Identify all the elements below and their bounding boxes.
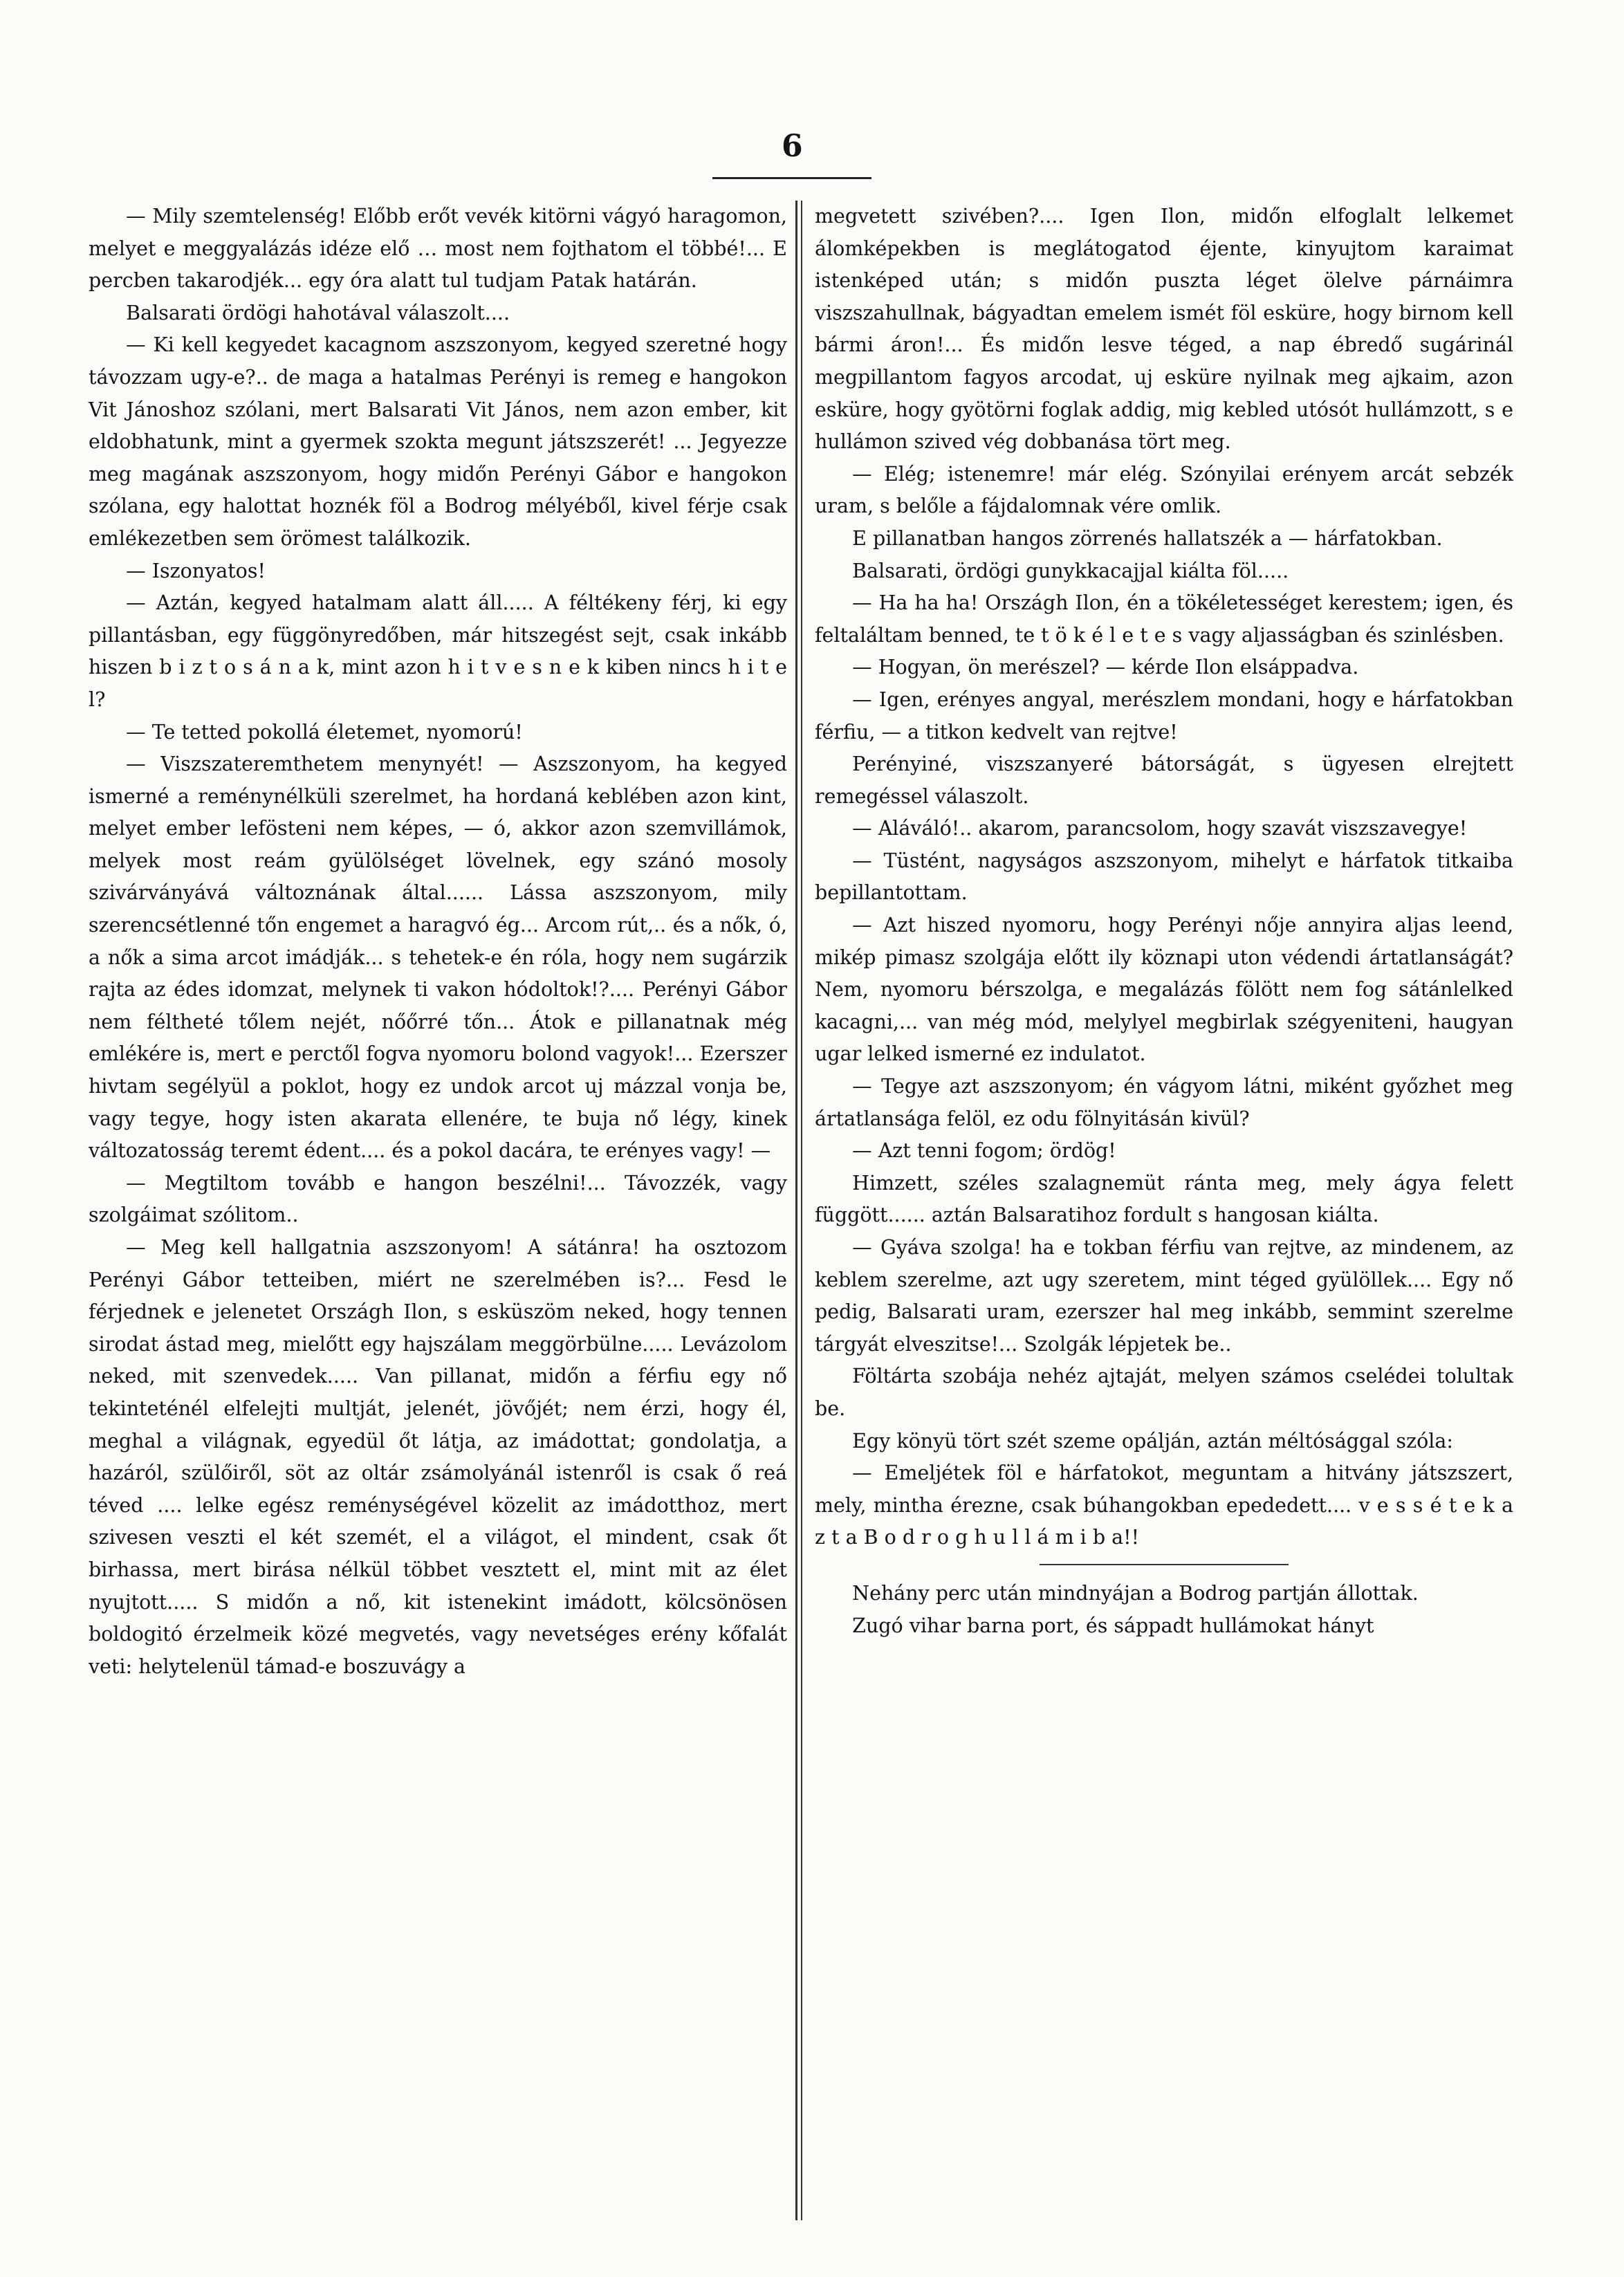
paragraph: megvetett szivében?.... Igen Ilon, midőn elfoglalt lelkemet álomképekben is meglátogatod éjente, kinyujtom karaimat istenképed után; s midőn puszta léget ölelve párnáimra viszszahullnak, bágyadtan emelem ismét föl esküre, hogy birnom kell bármi áron!... És midőn lesve téged, a nap ébredő sugárinál megpillantom fagyos arcodat, uj esküre nyilnak meg ajkaim, azon esküre, hogy gyötörni foglak addig, mig kebled utósót hullámzott, s e hullámon szived vég dobbanása tört meg. [815, 205, 1513, 454]
right-column [815, 201, 1513, 1642]
paragraph: Balsarati, ördögi gunykkacajjal kiálta föl..... [852, 559, 1289, 582]
paragraph: — Igen, erényes angyal, merészlem mondani, hogy e hárfatokban férfiu, — a titkon kedvelt van rejtve! [815, 688, 1513, 744]
paragraph: E pillanatban hangos zörrenés hallatszék a — hárfatokban. [852, 526, 1443, 550]
paragraph: — Hogyan, ön merészel? — kérde Ilon elsáppadva. [852, 656, 1359, 679]
column-divider [801, 201, 802, 2220]
paragraph: — Ha ha ha! Országh Ilon, én a tökéletességet kerestem; igen, és feltaláltam benned, te t ö k é l e t e s vagy aljasságban és szinlésben. [815, 591, 1513, 647]
left-column [89, 201, 787, 1683]
paragraph: Nehány perc után mindnyájan a Bodrog partján állottak. [852, 1581, 1419, 1605]
paragraph: — Tüstént, nagyságos aszszonyom, mihelyt e hárfatok titkaiba bepillantottam. [815, 849, 1513, 905]
header-rule [712, 177, 871, 179]
section-divider [1040, 1564, 1289, 1565]
paragraph: — Emeljétek föl e hárfatokot, meguntam a hitvány játszszert, mely, mintha érezne, csak búhangokban epededett.... v e s s é t e k a z t a B o d r o g h u l l á m i b a!! [815, 1462, 1513, 1549]
paragraph: Zugó vihar barna port, és sáppadt hullámokat hányt [852, 1614, 1374, 1637]
paragraph: — Aztán, kegyed hatalmam alatt áll..... A féltékeny férj, ki egy pillantásban, egy függönyredőben, már hitszegést sejt, csak inkább hiszen b i z t o s á n a k, mint azon h i t v e s n e k kiben nincs h i t e l? [89, 591, 787, 711]
paragraph: Perényiné, viszszanyeré bátorságát, s ügyesen elrejtett remegéssel válaszolt. [815, 753, 1513, 808]
paragraph: — Gyáva szolga! ha e tokban férfiu van rejtve, az mindenem, az keblem szerelme, azt ugy szeretem, mint téged gyülöllek.... Egy nő pedig, Balsarati uram, ezerszer hal meg inkább, semmint szerelme tárgyát elveszitse!... Szolgák lépjetek be.. [815, 1236, 1513, 1356]
paragraph: — Elég; istenemre! már elég. Szónyilai erényem arcát sebzék uram, s belőle a fájdalomnak vére omlik. [815, 462, 1513, 518]
paragraph: Himzett, széles szalagnemüt ránta meg, mely ágya felett függött...... aztán Balsaratihoz fordult s hangosan kiálta. [815, 1171, 1513, 1227]
paragraph: — Iszonyatos! [126, 559, 266, 582]
page-number: 6 [782, 129, 803, 164]
paragraph: Balsarati ördögi hahotával válaszolt.... [126, 301, 510, 324]
paragraph: — Meg kell hallgatnia aszszonyom! A sátánra! ha osztozom Perényi Gábor tetteiben, miért ne szerelmében is?... Fesd le férjednek e jelenetet Országh Ilon, s esküszöm neked, hogy tennen sirodat ástad meg, mielőtt egy hajszálam meggörbülne..... Levázolom neked, mit szenvedek..... Van pillanat, midőn a férfiu egy nő tekinteténél elfelejti multját, jelenét, jövőjét; nem érzi, hogy él, meghal a világnak, egyedül őt látja, az imádottat; gondolatja, a hazáról, szülőiről, söt az oltár zsámolyánál istenről is csak ő reá téved .... lelke egész reménységével közelit az imádotthoz, mert szivesen veszti el két szemét, el a világot, el mindent, csak őt birhassa, mert birása nélkül többet vesztett el, mint mit az élet nyujtott..... S midőn a nő, kit istenekint imádott, kölcsönösen boldogitó érzelmeik közé megvetés, vagy nevetséges erény kőfalát veti: helytelenül támad-e boszuvágy a [89, 1236, 787, 1678]
paragraph: Egy könyü tört szét szeme opálján, aztán méltósággal szóla: [852, 1429, 1453, 1453]
paragraph: — Tegye azt aszszonyom; én vágyom látni, miként győzhet meg ártatlansága felöl, ez odu fölnyitásán kivül? [815, 1075, 1513, 1130]
paragraph: — Azt tenni fogom; ördög! [852, 1139, 1116, 1163]
paragraph: — Megtiltom tovább e hangon beszélni!... Távozzék, vagy szolgáimat szólitom.. [89, 1171, 787, 1227]
column-divider [795, 201, 797, 2220]
paragraph: — Te tetted pokollá életemet, nyomorú! [126, 720, 523, 744]
paragraph: — Mily szemtelenség! Előbb erőt vevék kitörni vágyó haragomon, melyet e meggyalázás idéze elő … most nem fojthatom el többé!... E percben takarodjék... egy óra alatt tul tudjam Patak határán. [89, 205, 787, 293]
paragraph: — Aláváló!.. akarom, parancsolom, hogy szavát viszszavegye! [852, 817, 1468, 840]
paragraph: — Viszszateremthetem menynyét! — Aszszonyom, ha kegyed ismerné a reménynélküli szerelmet, ha hordaná keblében azon kint, melyet ember lefösteni nem képes, — ó, akkor azon szemvillámok, melyek most reám gyülölséget lövelnek, egy szánó mosoly szivárványává változnának által...... Lássa aszszonyom, mily szerencsétlenné tőn engemet a haragvó ég... Arcom rút,.. és a nők, ó, a nők a sima arcot imádják... s tehetek-e én róla, hogy nem sugárzik rajta az édes idomzat, melynek ti vakon hódoltok!?.... Perényi Gábor nem féltheté tőlem nejét, nőőrré tőn... Átok e pillanatnak még emlékére is, mert e perctől fogva nyomoru bolond vagyok!... Ezerszer hivtam segélyül a poklot, hogy ez undok arcot uj mázzal vonja be, vagy tegye, hogy isten akarata ellenére, te buja nő légy, kinek változatosság teremt édent.... és a pokol dacára, te erényes vagy! — [89, 753, 787, 1163]
paragraph: — Azt hiszed nyomoru, hogy Perényi nője annyira aljas leend, mikép pimasz szolgája előtt ily köznapi uton védendi ártatlanságát? Nem, nyomoru bérszolga, e megalázás fölött nem fog sátánlelked kacagni,... van még mód, melylyel megbirlak szégyeniteni, haugyan ugar lelked ismerné ez indulatot. [815, 914, 1513, 1066]
paragraph: Föltárta szobája nehéz ajtaját, melyen számos cselédei tolultak be. [815, 1365, 1513, 1420]
paragraph: — Ki kell kegyedet kacagnom aszszonyom, kegyed szeretné hogy távozzam ugy-e?.. de maga a hatalmas Perényi is remeg e hangokon Vit Jánoshoz szólani, mert Balsarati Vit János, nem azon ember, kit eldobhatunk, mint a gyermek szokta megunt játszszerét! ... Jegyezze meg magának aszszonyom, hogy midőn Perényi Gábor e hangokon szólana, egy halottat hoznék föl a Bodrog mélyéből, kivel férje csak emlékezetben sem örömest találkozik. [89, 333, 787, 550]
